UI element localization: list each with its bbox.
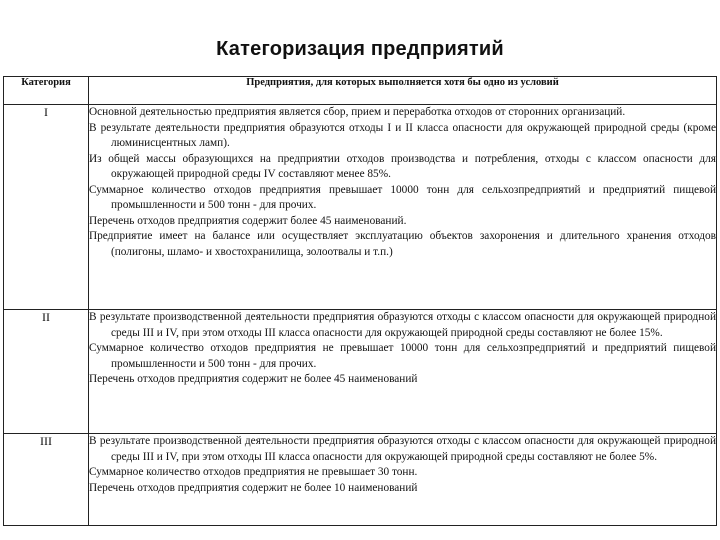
page-title: Категоризация предприятий [216,38,504,60]
conditions-cell [89,105,717,310]
condition-item: В результате производственной деятельности предприятия образуются отходы с классом опасности для окружающей природной среды III и IV, при этом отходы III класса опасности для окружающей природной среды составляют не более 15%. [89,311,716,339]
categories-table [3,76,717,526]
header-conditions: Предприятия, для которых выполняется хотя бы одно из условий [89,77,717,105]
condition-item: В результате производственной деятельности предприятия образуются отходы с классом опасности для окружающей природной среды III и IV, при этом отходы III класса опасности для окружающей природной среды составляют не более 5%. [89,435,716,463]
table-row [4,434,717,526]
table-row [4,310,717,434]
category-cell: III [4,434,89,526]
conditions-cell [89,310,717,434]
header-category: Категория [4,77,89,105]
conditions-cell [89,434,717,526]
category-cell: I [4,105,89,310]
category-cell: II [4,310,89,434]
condition-item: Суммарное количество отходов предприятия не превышает 10000 тонн для сельхозпредприятий и предприятий пищевой промышленности и 500 тонн - для прочих. [89,342,716,370]
condition-item: Основной деятельностью предприятия является сбор, прием и переработка отходов от сторонних организаций. [89,106,626,118]
condition-item: Перечень отходов предприятия содержит не более 10 наименований [89,481,418,494]
condition-item: В результате деятельности предприятия образуются отходы I и II класса опасности для окружающей природной среды (кроме люминисцентных ламп). [89,121,716,149]
table-row [4,105,717,310]
condition-item: Перечень отходов предприятия содержит не более 45 наименований [89,373,418,385]
condition-item: Из общей массы образующихся на предприятии отходов производства и потребления, отходы с классом опасности для окружающей природной среды IV составляют менее 85%. [89,152,716,180]
condition-item: Суммарное количество отходов предприятия превышает 10000 тонн для сельхозпредприятий и предприятий пищевой промышленности и 500 тонн - для прочих. [89,183,716,211]
condition-item: Перечень отходов предприятия содержит более 45 наименований. [89,214,407,227]
condition-item: Предприятие имеет на балансе или осуществляет эксплуатацию объектов захоронения и длительного хранения отходов (полигоны, шламо- и хвостохранилища, золоотвалы и т.п.) [89,230,716,258]
table-header-row [4,77,717,105]
condition-item: Суммарное количество отходов предприятия не превышает 30 тонн. [89,466,418,478]
